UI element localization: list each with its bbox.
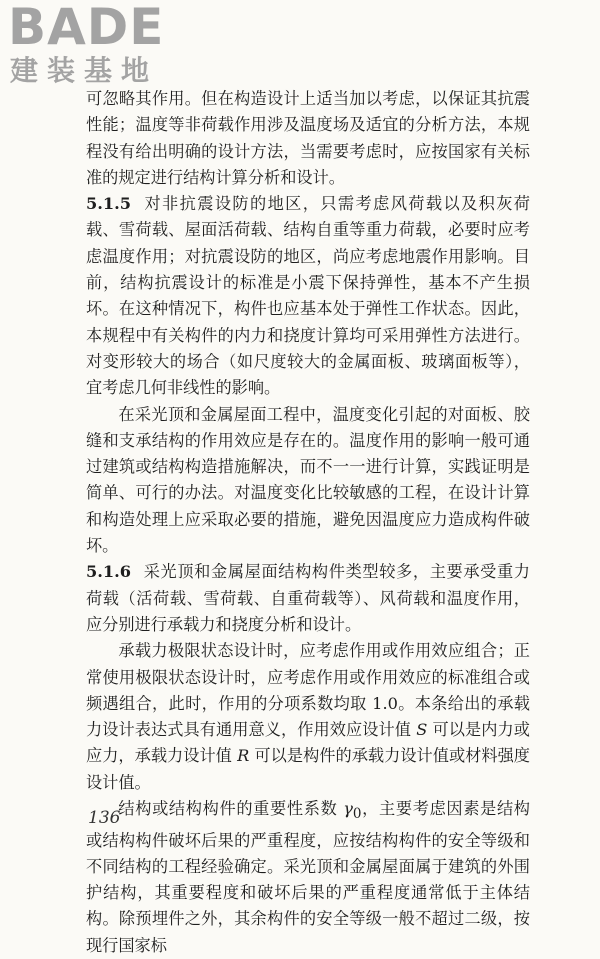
paragraph-continuation — [86, 86, 530, 191]
paragraph-importance-factor — [86, 796, 530, 959]
paragraph-text: 对非抗震设防的地区，只需考虑风荷载以及积灰荷载、雪荷载、屋面活荷载、结构自重等重力荷载，必要时应考虑温度作用；对抗震设防的地区，尚应考虑地震作用影响。目前，结构抗震设计的标准是小震下保持弹性，基本不产生损坏。在这种情况下，构件也应基本处于弹性工作状态。因此，本规程中有关构件的内力和挠度计算均可采用弹性方法进行。对变形较大的场合（如尺度较大的金属面板、玻璃面板等），宜考虑几何非线性的影响。 — [86, 194, 530, 398]
paragraph-text: 结构或结构构件的重要性系数 — [118, 799, 344, 819]
paragraph-text: 承载力极限状态设计时，应考虑作用或作用效应组合；正常使用极限状态设计时，应考虑作用或作用效应的标准组合或频遇组合，此时，作用的分项系数均取 1.0。本条给出的承载力设计表达式具有通用意义，作用效应设计值 — [86, 641, 530, 740]
paragraph-text: ，主要考虑因素是结构或结构构件破坏后果的严重程度，应按结构构件的安全等级和不同结构的工程经验确定。采光顶和金属屋面属于建筑的外围护结构，其重要程度和破坏后果的严重程度通常低于主体结构。除预埋件之外，其余构件的安全等级一般不超过二级，按现行国家标 — [86, 799, 530, 955]
paragraph-text: 可以是内力或应力，承载力设计值 — [86, 720, 530, 766]
paragraph-text: 可忽略其作用。但在构造设计上适当加以考虑，以保证其抗震性能；温度等非荷载作用涉及温度场及适宜的分析方法，本规程没有给出明确的设计方法，当需要考虑时，应按国家有关标准的规定进行结构计算分析和设计。 — [86, 89, 530, 187]
paragraph-text: 采光顶和金属屋面结构构件类型较多，主要承受重力荷载（活荷载、雪荷载、自重荷载等）、风荷载和温度作用，应分别进行承载力和挠度分析和设计。 — [86, 562, 530, 634]
variable-r: R — [237, 746, 250, 766]
page-number: 136 — [88, 808, 121, 828]
paragraph-text: 可以是构件的承载力设计值或材料强度设计值。 — [86, 746, 530, 792]
clause-5-1-6 — [86, 559, 530, 638]
variable-s: S — [416, 720, 428, 740]
paragraph-text: 在采光顶和金属屋面工程中，温度变化引起的对面板、胶缝和支承结构的作用效应是存在的。温度作用的影响一般可通过建筑或结构构造措施解决，而不一一进行计算，实践证明是简单、可行的办法。对温度变化比较敏感的工程，在设计计算和构造处理上应采取必要的措施，避免因温度应力造成构件破坏。 — [86, 404, 530, 556]
paragraph-limit-state — [86, 638, 530, 796]
symbol-gamma: γ — [343, 799, 353, 819]
watermark-logo — [8, 2, 178, 94]
page-body — [86, 86, 530, 959]
watermark-cjk: 建装基地 — [10, 54, 159, 87]
symbol-subscript: 0 — [352, 806, 362, 823]
clause-number: 5.1.5 — [86, 194, 132, 214]
paragraph-temperature — [86, 402, 530, 560]
clause-number: 5.1.6 — [86, 562, 132, 582]
watermark-latin: BADE — [8, 0, 165, 56]
clause-5-1-5 — [86, 191, 530, 401]
